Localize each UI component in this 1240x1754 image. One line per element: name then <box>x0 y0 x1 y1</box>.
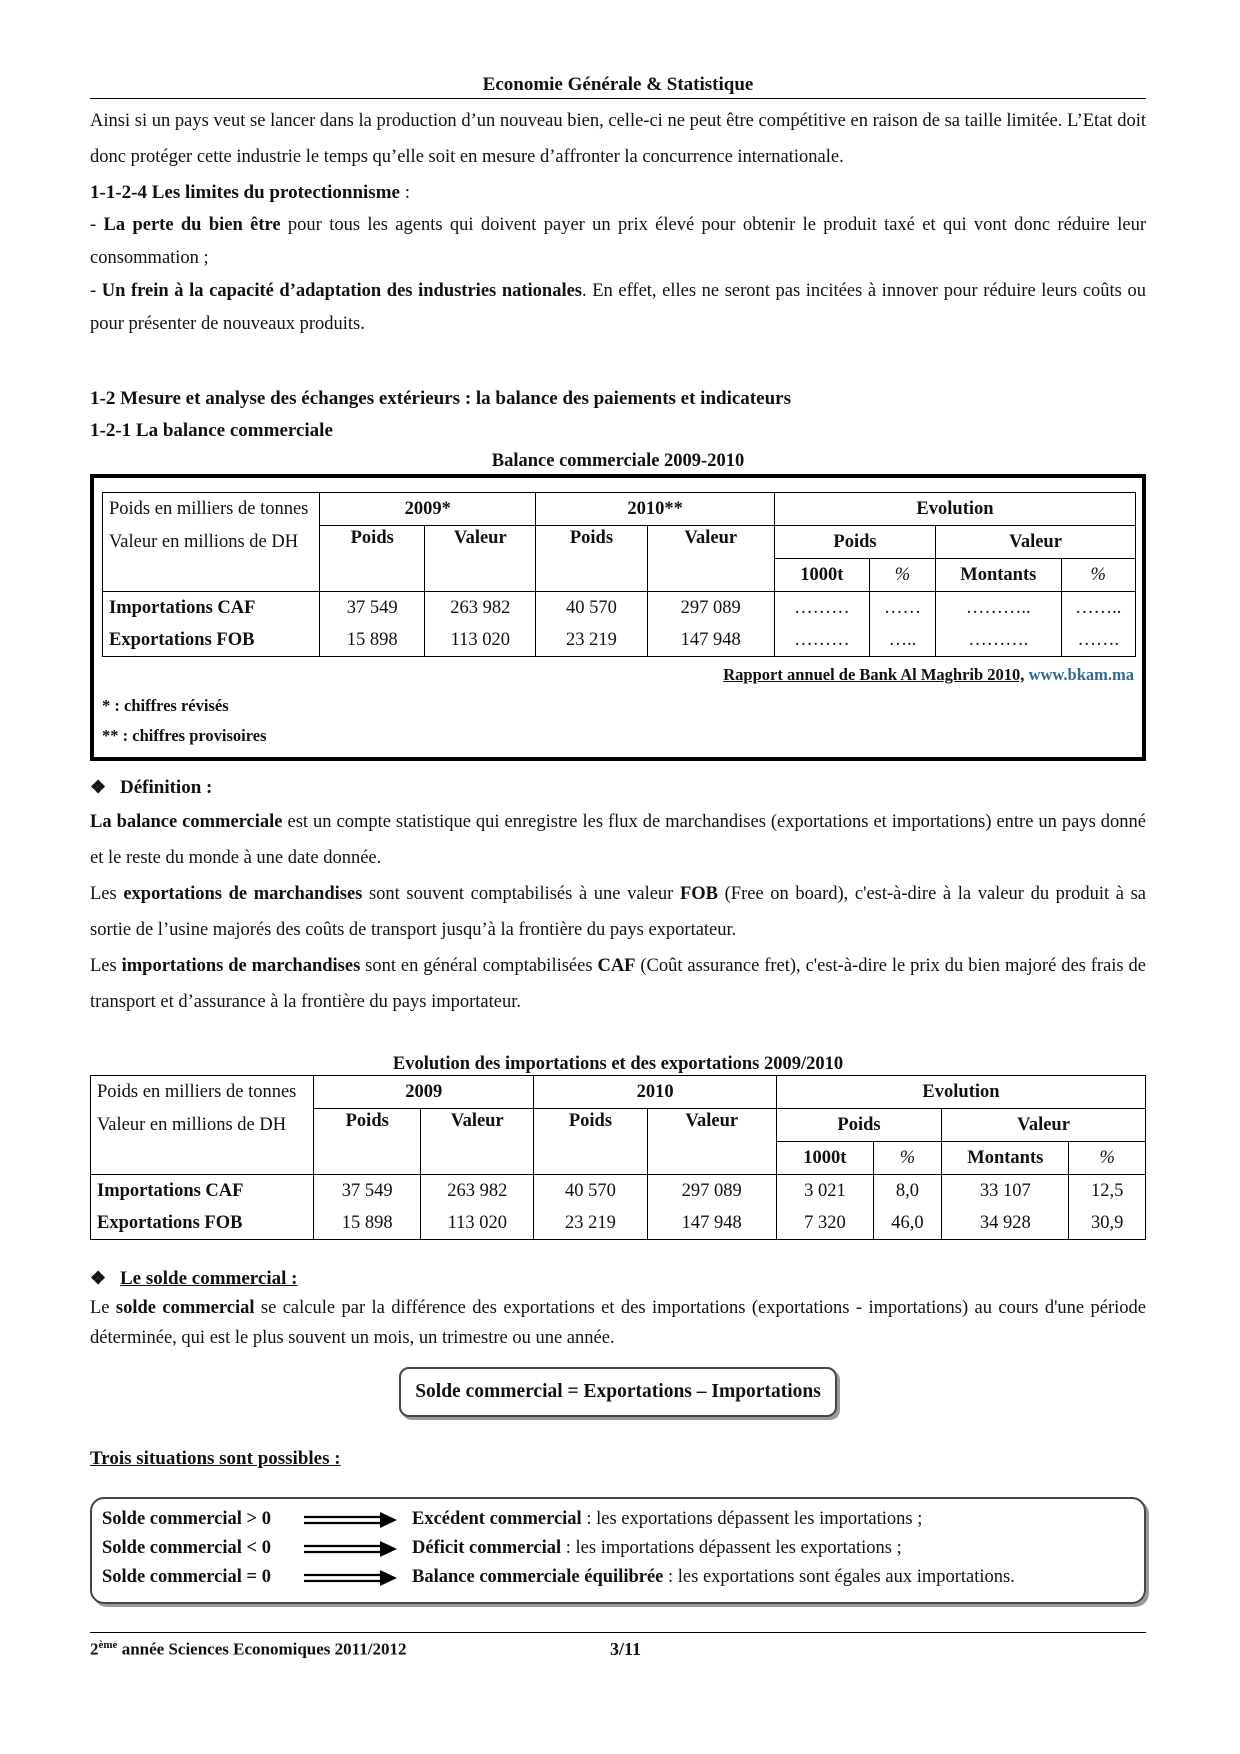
table1-h-valeur-2009: Valeur <box>425 526 536 592</box>
table1-frame <box>90 474 1146 761</box>
table-row: Exportations FOB 15 898 113 020 23 219 147 948 7 320 46,0 34 928 30,9 <box>91 1207 1146 1240</box>
table1 <box>102 492 1136 657</box>
header-title: Economie Générale & Statistique <box>482 74 754 95</box>
case-text: Déficit commercial : les importations dépassent les exportations ; <box>412 1538 902 1558</box>
table2-h-valeur-2010: Valeur <box>647 1109 776 1175</box>
table1-h-poids-2009: Poids <box>320 526 425 592</box>
table-row: Exportations FOB 15 898 113 020 23 219 147 948 ……… ….. ………. ……. <box>103 624 1136 657</box>
table1-h-pct-valeur: % <box>1061 559 1136 592</box>
table2-evolution: Evolution <box>776 1076 1145 1109</box>
table2-h-1000t: 1000t <box>776 1142 873 1175</box>
limits-item-1: - La perte du bien être pour tous les agents qui doivent payer un prix élevé pour obtenir le produit taxé et qui vont donc réduire leur consommation ; <box>90 215 1146 268</box>
table1-h-evo-valeur: Valeur <box>936 526 1136 559</box>
document-page <box>90 70 1146 1604</box>
case-row: Solde commercial = 0 Balance commerciale équilibrée : les exportations sont égales aux importations. <box>102 1567 1015 1587</box>
table1-h-valeur-2010: Valeur <box>647 526 774 592</box>
table1-source: Rapport annuel de Bank Al Maghrib 2010, www.bkam.ma <box>723 665 1134 684</box>
page-footer <box>90 1632 1146 1660</box>
table1-h-pct-poids: % <box>869 559 935 592</box>
table2-unit-weight: Poids en milliers de tonnes <box>91 1076 314 1109</box>
footer-course: 2ème année Sciences Economiques 2011/2012 <box>90 1639 407 1659</box>
header-rule <box>90 98 1146 99</box>
limits-heading: 1-1-2-4 Les limites du protectionnisme : <box>90 182 410 203</box>
table1-h-poids-2010: Poids <box>536 526 647 592</box>
table2-h-pct-valeur: % <box>1069 1142 1146 1175</box>
table2-unit-value: Valeur en millions de DH <box>91 1109 314 1142</box>
page-number: 3/11 <box>610 1639 642 1659</box>
table1-year-2010: 2010** <box>536 493 775 526</box>
table1-evolution: Evolution <box>774 493 1135 526</box>
limits-item-2: - Un frein à la capacité d’adaptation des industries nationales. En effet, elles ne seront pas incitées à innover pour réduire leurs coûts ou pour présenter de nouveaux produits. <box>90 281 1146 334</box>
table2-title: Evolution des importations et des exportations 2009/2010 <box>392 1054 844 1074</box>
definition-p1: La balance commerciale est un compte statistique qui enregistre les flux de marchandises (exportations et importations) entre un pays donné et le reste du monde à une date donnée. <box>90 812 1146 868</box>
note-revised: * : chiffres révisés <box>102 696 229 715</box>
situations-heading: Trois situations sont possibles : <box>90 1448 341 1469</box>
table1-h-1000t: 1000t <box>774 559 869 592</box>
table1-h-montants: Montants <box>936 559 1061 592</box>
table2-h-montants: Montants <box>942 1142 1069 1175</box>
table1-h-evo-poids: Poids <box>774 526 935 559</box>
source-link[interactable]: www.bkam.ma <box>1028 665 1134 684</box>
table1-blank <box>103 559 320 592</box>
solde-paragraph: Le solde commercial se calcule par la différence des exportations et des importations (exportations - importations) au cours d'une période déterminée, qui est le plus souvent un mois, un trimestre ou une année. <box>90 1298 1147 1348</box>
definition-heading: ❖ Définition : <box>90 771 1146 804</box>
double-arrow-icon <box>302 1569 398 1587</box>
formula-box: Solde commercial = Exportations – Importations <box>399 1367 837 1417</box>
table1-unit-value: Valeur en millions de DH <box>103 526 320 559</box>
formula-wrap <box>90 1367 1146 1417</box>
case-row: Solde commercial < 0 Déficit commercial : les importations dépassent les exportations ; <box>102 1538 902 1558</box>
table2-h-evo-poids: Poids <box>776 1109 941 1142</box>
table2-h-evo-valeur: Valeur <box>942 1109 1146 1142</box>
table-row: Importations CAF 37 549 263 982 40 570 297 089 ……… …… ……….. …….. <box>103 592 1136 625</box>
definition-p3: Les importations de marchandises sont en général comptabilisées CAF (Coût assurance fret), c'est-à-dire le prix du bien majoré des frais de transport et d’assurance à la frontière du pays importateur. <box>90 956 1146 1012</box>
table2-year-2009: 2009 <box>314 1076 534 1109</box>
table2-h-pct-poids: % <box>873 1142 941 1175</box>
case-row: Solde commercial > 0 Excédent commercial : les exportations dépassent les importations ; <box>102 1509 923 1529</box>
footer-rule <box>90 1632 1146 1633</box>
diamond-bullet-icon: ❖ <box>90 777 107 797</box>
section-heading-1-2-1: 1-2-1 La balance commerciale <box>90 420 333 441</box>
table2-h-valeur-2009: Valeur <box>421 1109 534 1175</box>
section-heading-1-2: 1-2 Mesure et analyse des échanges extérieurs : la balance des paiements et indicateurs <box>90 388 791 409</box>
note-provisional: ** : chiffres provisoires <box>102 726 267 745</box>
intro-paragraph: Ainsi si un pays veut se lancer dans la production d’un nouveau bien, celle-ci ne peut être compétitive en raison de sa taille limitée. L’Etat doit donc protéger cette industrie le temps qu’elle soit en mesure d’affronter la concurrence internationale. <box>90 111 1146 167</box>
diamond-bullet-icon: ❖ <box>90 1268 107 1288</box>
case-text: Excédent commercial : les exportations dépassent les importations ; <box>412 1509 923 1529</box>
table2-h-poids-2010: Poids <box>534 1109 647 1175</box>
case-text: Balance commerciale équilibrée : les exportations sont égales aux importations. <box>412 1567 1015 1587</box>
double-arrow-icon <box>302 1540 398 1558</box>
table1-title: Balance commerciale 2009-2010 <box>491 451 745 471</box>
cases-box <box>90 1497 1146 1604</box>
table-row: Importations CAF 37 549 263 982 40 570 297 089 3 021 8,0 33 107 12,5 <box>91 1175 1146 1208</box>
table1-year-2009: 2009* <box>320 493 536 526</box>
solde-heading: ❖ Le solde commercial : <box>90 1264 1146 1293</box>
table2-blank <box>91 1142 314 1175</box>
table2 <box>90 1075 1146 1240</box>
table2-year-2010: 2010 <box>534 1076 777 1109</box>
table1-unit-weight: Poids en milliers de tonnes <box>103 493 320 526</box>
definition-p2: Les exportations de marchandises sont souvent comptabilisés à une valeur FOB (Free on board), c'est-à-dire à la valeur du produit à sa sortie de l’usine majorés des coûts de transport jusqu’à la frontière du pays exportateur. <box>90 884 1146 940</box>
table2-h-poids-2009: Poids <box>314 1109 421 1175</box>
double-arrow-icon <box>302 1511 398 1529</box>
